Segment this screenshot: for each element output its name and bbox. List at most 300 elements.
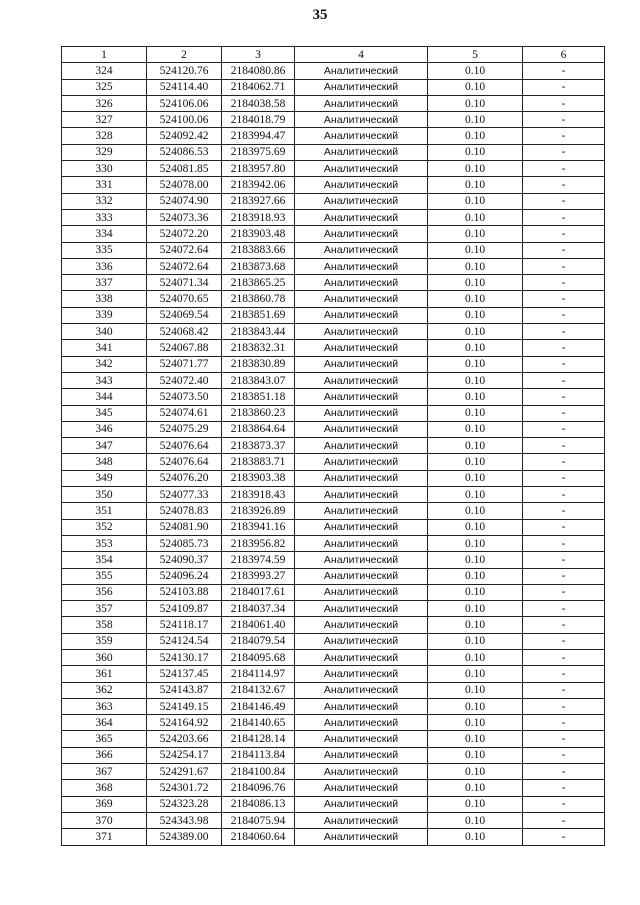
table-row: [62, 144, 605, 160]
table-row: [62, 682, 605, 698]
cell-accuracy: 0.10: [428, 291, 523, 307]
cell-method: Аналитический: [295, 258, 428, 274]
cell-coordinate-y: 2184113.84: [222, 747, 295, 763]
cell-point-number: 338: [62, 291, 147, 307]
cell-accuracy: 0.10: [428, 405, 523, 421]
cell-accuracy: 0.10: [428, 698, 523, 714]
cell-accuracy: 0.10: [428, 731, 523, 747]
table-row: [62, 731, 605, 747]
table-row: [62, 454, 605, 470]
cell-note: -: [523, 747, 605, 763]
cell-method: Аналитический: [295, 389, 428, 405]
cell-point-number: 346: [62, 421, 147, 437]
cell-point-number: 348: [62, 454, 147, 470]
table-row: [62, 291, 605, 307]
cell-method: Аналитический: [295, 552, 428, 568]
cell-coordinate-x: 524389.00: [147, 829, 222, 845]
cell-coordinate-x: 524076.64: [147, 438, 222, 454]
cell-method: Аналитический: [295, 144, 428, 160]
cell-accuracy: 0.10: [428, 666, 523, 682]
coordinates-table: [61, 46, 605, 846]
cell-coordinate-y: 2184017.61: [222, 584, 295, 600]
cell-coordinate-y: 2183903.48: [222, 226, 295, 242]
column-header: 4: [295, 47, 428, 63]
cell-method: Аналитический: [295, 601, 428, 617]
cell-accuracy: 0.10: [428, 633, 523, 649]
cell-method: Аналитический: [295, 356, 428, 372]
cell-point-number: 361: [62, 666, 147, 682]
cell-point-number: 352: [62, 519, 147, 535]
cell-note: -: [523, 258, 605, 274]
cell-method: Аналитический: [295, 291, 428, 307]
table-row: [62, 747, 605, 763]
page-number: 35: [312, 7, 328, 23]
cell-note: -: [523, 79, 605, 95]
cell-coordinate-y: 2183918.93: [222, 209, 295, 225]
cell-method: Аналитический: [295, 242, 428, 258]
cell-coordinate-y: 2183864.64: [222, 421, 295, 437]
cell-method: Аналитический: [295, 535, 428, 551]
cell-point-number: 356: [62, 584, 147, 600]
cell-note: -: [523, 389, 605, 405]
cell-coordinate-x: 524130.17: [147, 649, 222, 665]
cell-coordinate-y: 2183860.78: [222, 291, 295, 307]
cell-accuracy: 0.10: [428, 584, 523, 600]
cell-accuracy: 0.10: [428, 764, 523, 780]
cell-coordinate-y: 2183873.37: [222, 438, 295, 454]
cell-note: -: [523, 584, 605, 600]
cell-coordinate-y: 2184114.97: [222, 666, 295, 682]
cell-method: Аналитический: [295, 421, 428, 437]
cell-accuracy: 0.10: [428, 649, 523, 665]
cell-accuracy: 0.10: [428, 95, 523, 111]
cell-coordinate-x: 524164.92: [147, 715, 222, 731]
cell-note: -: [523, 95, 605, 111]
table-row: [62, 601, 605, 617]
cell-note: -: [523, 438, 605, 454]
table-row: [62, 128, 605, 144]
cell-method: Аналитический: [295, 438, 428, 454]
cell-note: -: [523, 128, 605, 144]
cell-method: Аналитический: [295, 454, 428, 470]
cell-coordinate-x: 524149.15: [147, 698, 222, 714]
cell-method: Аналитический: [295, 95, 428, 111]
cell-coordinate-x: 524100.06: [147, 112, 222, 128]
cell-coordinate-y: 2184062.71: [222, 79, 295, 95]
cell-method: Аналитический: [295, 780, 428, 796]
cell-point-number: 324: [62, 63, 147, 79]
cell-note: -: [523, 552, 605, 568]
cell-note: -: [523, 568, 605, 584]
cell-note: -: [523, 291, 605, 307]
cell-note: -: [523, 307, 605, 323]
cell-accuracy: 0.10: [428, 128, 523, 144]
cell-coordinate-x: 524096.24: [147, 568, 222, 584]
cell-coordinate-y: 2183883.71: [222, 454, 295, 470]
cell-coordinate-y: 2184075.94: [222, 812, 295, 828]
cell-coordinate-x: 524103.88: [147, 584, 222, 600]
cell-point-number: 347: [62, 438, 147, 454]
table-row: [62, 79, 605, 95]
cell-coordinate-y: 2183974.59: [222, 552, 295, 568]
cell-accuracy: 0.10: [428, 177, 523, 193]
cell-note: -: [523, 177, 605, 193]
cell-point-number: 360: [62, 649, 147, 665]
cell-coordinate-y: 2184140.65: [222, 715, 295, 731]
cell-point-number: 337: [62, 275, 147, 291]
cell-accuracy: 0.10: [428, 340, 523, 356]
cell-accuracy: 0.10: [428, 356, 523, 372]
cell-accuracy: 0.10: [428, 568, 523, 584]
cell-coordinate-x: 524086.53: [147, 144, 222, 160]
cell-point-number: 332: [62, 193, 147, 209]
cell-note: -: [523, 161, 605, 177]
cell-accuracy: 0.10: [428, 812, 523, 828]
cell-coordinate-y: 2183994.47: [222, 128, 295, 144]
cell-method: Аналитический: [295, 112, 428, 128]
cell-accuracy: 0.10: [428, 275, 523, 291]
table-row: [62, 487, 605, 503]
table-row: [62, 764, 605, 780]
table-row: [62, 112, 605, 128]
cell-note: -: [523, 242, 605, 258]
table-row: [62, 535, 605, 551]
table-row: [62, 438, 605, 454]
cell-point-number: 350: [62, 487, 147, 503]
cell-note: -: [523, 503, 605, 519]
cell-coordinate-x: 524072.20: [147, 226, 222, 242]
cell-coordinate-x: 524069.54: [147, 307, 222, 323]
cell-point-number: 326: [62, 95, 147, 111]
table-row: [62, 780, 605, 796]
cell-note: -: [523, 470, 605, 486]
cell-coordinate-x: 524074.90: [147, 193, 222, 209]
cell-coordinate-y: 2183865.25: [222, 275, 295, 291]
cell-point-number: 343: [62, 372, 147, 388]
cell-point-number: 341: [62, 340, 147, 356]
cell-coordinate-y: 2184018.79: [222, 112, 295, 128]
cell-coordinate-y: 2183941.16: [222, 519, 295, 535]
cell-method: Аналитический: [295, 405, 428, 421]
table-header-row: [62, 47, 605, 63]
cell-accuracy: 0.10: [428, 144, 523, 160]
table-row: [62, 666, 605, 682]
cell-coordinate-x: 524120.76: [147, 63, 222, 79]
cell-point-number: 368: [62, 780, 147, 796]
table-row: [62, 95, 605, 111]
cell-point-number: 340: [62, 324, 147, 340]
cell-accuracy: 0.10: [428, 193, 523, 209]
cell-note: -: [523, 193, 605, 209]
cell-coordinate-y: 2183975.69: [222, 144, 295, 160]
cell-note: -: [523, 356, 605, 372]
cell-accuracy: 0.10: [428, 796, 523, 812]
cell-accuracy: 0.10: [428, 258, 523, 274]
cell-method: Аналитический: [295, 307, 428, 323]
column-header: 6: [523, 47, 605, 63]
cell-note: -: [523, 764, 605, 780]
table-row: [62, 552, 605, 568]
cell-accuracy: 0.10: [428, 307, 523, 323]
cell-note: -: [523, 796, 605, 812]
cell-coordinate-x: 524106.06: [147, 95, 222, 111]
cell-coordinate-x: 524343.98: [147, 812, 222, 828]
cell-method: Аналитический: [295, 470, 428, 486]
cell-coordinate-x: 524072.40: [147, 372, 222, 388]
cell-note: -: [523, 829, 605, 845]
cell-note: -: [523, 209, 605, 225]
cell-point-number: 336: [62, 258, 147, 274]
cell-method: Аналитический: [295, 649, 428, 665]
cell-point-number: 333: [62, 209, 147, 225]
cell-accuracy: 0.10: [428, 617, 523, 633]
cell-accuracy: 0.10: [428, 209, 523, 225]
cell-coordinate-x: 524075.29: [147, 421, 222, 437]
table-row: [62, 568, 605, 584]
table-row: [62, 519, 605, 535]
cell-accuracy: 0.10: [428, 503, 523, 519]
cell-coordinate-y: 2183903.38: [222, 470, 295, 486]
cell-point-number: 335: [62, 242, 147, 258]
cell-note: -: [523, 275, 605, 291]
cell-point-number: 334: [62, 226, 147, 242]
cell-note: -: [523, 324, 605, 340]
cell-coordinate-x: 524143.87: [147, 682, 222, 698]
cell-method: Аналитический: [295, 682, 428, 698]
cell-note: -: [523, 633, 605, 649]
column-header: 5: [428, 47, 523, 63]
cell-point-number: 369: [62, 796, 147, 812]
table-row: [62, 226, 605, 242]
table-row: [62, 796, 605, 812]
cell-coordinate-x: 524073.36: [147, 209, 222, 225]
cell-method: Аналитический: [295, 568, 428, 584]
cell-coordinate-y: 2184080.86: [222, 63, 295, 79]
cell-accuracy: 0.10: [428, 747, 523, 763]
cell-method: Аналитический: [295, 372, 428, 388]
cell-coordinate-x: 524078.83: [147, 503, 222, 519]
cell-point-number: 325: [62, 79, 147, 95]
table-row: [62, 307, 605, 323]
column-header: 3: [222, 47, 295, 63]
table-row: [62, 698, 605, 714]
cell-coordinate-x: 524068.42: [147, 324, 222, 340]
cell-coordinate-y: 2183926.89: [222, 503, 295, 519]
cell-method: Аналитический: [295, 796, 428, 812]
cell-coordinate-x: 524072.64: [147, 258, 222, 274]
table-row: [62, 633, 605, 649]
cell-coordinate-y: 2183883.66: [222, 242, 295, 258]
cell-point-number: 353: [62, 535, 147, 551]
cell-point-number: 339: [62, 307, 147, 323]
cell-point-number: 327: [62, 112, 147, 128]
cell-coordinate-y: 2184038.58: [222, 95, 295, 111]
cell-method: Аналитический: [295, 698, 428, 714]
cell-accuracy: 0.10: [428, 715, 523, 731]
cell-note: -: [523, 535, 605, 551]
cell-coordinate-x: 524085.73: [147, 535, 222, 551]
cell-method: Аналитический: [295, 128, 428, 144]
cell-coordinate-x: 524081.85: [147, 161, 222, 177]
cell-coordinate-x: 524291.67: [147, 764, 222, 780]
cell-coordinate-x: 524076.20: [147, 470, 222, 486]
cell-point-number: 342: [62, 356, 147, 372]
table-row: [62, 63, 605, 79]
cell-note: -: [523, 144, 605, 160]
cell-coordinate-x: 524071.77: [147, 356, 222, 372]
cell-accuracy: 0.10: [428, 601, 523, 617]
cell-point-number: 351: [62, 503, 147, 519]
cell-coordinate-x: 524109.87: [147, 601, 222, 617]
cell-method: Аналитический: [295, 633, 428, 649]
table-row: [62, 421, 605, 437]
cell-point-number: 370: [62, 812, 147, 828]
cell-coordinate-x: 524092.42: [147, 128, 222, 144]
cell-note: -: [523, 731, 605, 747]
cell-coordinate-y: 2184037.34: [222, 601, 295, 617]
cell-note: -: [523, 226, 605, 242]
column-header: 2: [147, 47, 222, 63]
cell-method: Аналитический: [295, 503, 428, 519]
cell-method: Аналитический: [295, 747, 428, 763]
table-row: [62, 503, 605, 519]
cell-note: -: [523, 454, 605, 470]
cell-note: -: [523, 666, 605, 682]
cell-method: Аналитический: [295, 324, 428, 340]
cell-point-number: 364: [62, 715, 147, 731]
cell-coordinate-x: 524077.33: [147, 487, 222, 503]
cell-method: Аналитический: [295, 584, 428, 600]
cell-coordinate-x: 524203.66: [147, 731, 222, 747]
cell-coordinate-y: 2184146.49: [222, 698, 295, 714]
cell-accuracy: 0.10: [428, 552, 523, 568]
cell-note: -: [523, 682, 605, 698]
cell-point-number: 355: [62, 568, 147, 584]
cell-coordinate-x: 524081.90: [147, 519, 222, 535]
table-row: [62, 209, 605, 225]
cell-coordinate-y: 2183851.69: [222, 307, 295, 323]
cell-coordinate-y: 2184095.68: [222, 649, 295, 665]
cell-accuracy: 0.10: [428, 226, 523, 242]
cell-method: Аналитический: [295, 731, 428, 747]
cell-coordinate-y: 2183942.06: [222, 177, 295, 193]
cell-coordinate-y: 2183830.89: [222, 356, 295, 372]
cell-note: -: [523, 340, 605, 356]
cell-point-number: 359: [62, 633, 147, 649]
cell-accuracy: 0.10: [428, 421, 523, 437]
cell-method: Аналитический: [295, 519, 428, 535]
cell-point-number: 365: [62, 731, 147, 747]
cell-coordinate-y: 2183860.23: [222, 405, 295, 421]
cell-accuracy: 0.10: [428, 438, 523, 454]
table-body: [62, 63, 605, 845]
cell-point-number: 358: [62, 617, 147, 633]
cell-method: Аналитический: [295, 715, 428, 731]
cell-coordinate-x: 524074.61: [147, 405, 222, 421]
cell-note: -: [523, 601, 605, 617]
cell-coordinate-y: 2183851.18: [222, 389, 295, 405]
cell-accuracy: 0.10: [428, 829, 523, 845]
cell-note: -: [523, 519, 605, 535]
cell-accuracy: 0.10: [428, 519, 523, 535]
cell-note: -: [523, 812, 605, 828]
table-row: [62, 177, 605, 193]
cell-coordinate-x: 524090.37: [147, 552, 222, 568]
table-row: [62, 470, 605, 486]
cell-coordinate-y: 2183957.80: [222, 161, 295, 177]
table-row: [62, 389, 605, 405]
cell-note: -: [523, 487, 605, 503]
cell-point-number: 357: [62, 601, 147, 617]
cell-method: Аналитический: [295, 275, 428, 291]
cell-point-number: 345: [62, 405, 147, 421]
cell-note: -: [523, 421, 605, 437]
cell-accuracy: 0.10: [428, 535, 523, 551]
table-row: [62, 242, 605, 258]
cell-accuracy: 0.10: [428, 112, 523, 128]
table-row: [62, 715, 605, 731]
cell-coordinate-x: 524073.50: [147, 389, 222, 405]
cell-accuracy: 0.10: [428, 324, 523, 340]
cell-coordinate-x: 524254.17: [147, 747, 222, 763]
cell-accuracy: 0.10: [428, 242, 523, 258]
cell-accuracy: 0.10: [428, 682, 523, 698]
column-header: 1: [62, 47, 147, 63]
cell-accuracy: 0.10: [428, 161, 523, 177]
cell-coordinate-y: 2184086.13: [222, 796, 295, 812]
table-row: [62, 324, 605, 340]
cell-coordinate-y: 2183956.82: [222, 535, 295, 551]
cell-method: Аналитический: [295, 193, 428, 209]
table-row: [62, 617, 605, 633]
cell-coordinate-x: 524114.40: [147, 79, 222, 95]
cell-coordinate-y: 2184100.84: [222, 764, 295, 780]
cell-accuracy: 0.10: [428, 79, 523, 95]
cell-coordinate-y: 2184132.67: [222, 682, 295, 698]
table-row: [62, 161, 605, 177]
cell-coordinate-y: 2184061.40: [222, 617, 295, 633]
cell-note: -: [523, 780, 605, 796]
cell-coordinate-x: 524078.00: [147, 177, 222, 193]
table-row: [62, 258, 605, 274]
cell-accuracy: 0.10: [428, 454, 523, 470]
cell-point-number: 366: [62, 747, 147, 763]
table-row: [62, 193, 605, 209]
cell-point-number: 330: [62, 161, 147, 177]
cell-coordinate-y: 2184079.54: [222, 633, 295, 649]
cell-coordinate-y: 2183993.27: [222, 568, 295, 584]
cell-method: Аналитический: [295, 487, 428, 503]
cell-coordinate-y: 2184128.14: [222, 731, 295, 747]
cell-point-number: 331: [62, 177, 147, 193]
cell-coordinate-x: 524071.34: [147, 275, 222, 291]
cell-coordinate-y: 2183873.68: [222, 258, 295, 274]
table-row: [62, 829, 605, 845]
cell-note: -: [523, 63, 605, 79]
table-row: [62, 372, 605, 388]
table-row: [62, 340, 605, 356]
cell-coordinate-x: 524323.28: [147, 796, 222, 812]
cell-accuracy: 0.10: [428, 389, 523, 405]
cell-coordinate-x: 524137.45: [147, 666, 222, 682]
cell-method: Аналитический: [295, 764, 428, 780]
cell-note: -: [523, 617, 605, 633]
cell-method: Аналитический: [295, 63, 428, 79]
cell-accuracy: 0.10: [428, 63, 523, 79]
cell-note: -: [523, 698, 605, 714]
table-row: [62, 649, 605, 665]
cell-note: -: [523, 649, 605, 665]
